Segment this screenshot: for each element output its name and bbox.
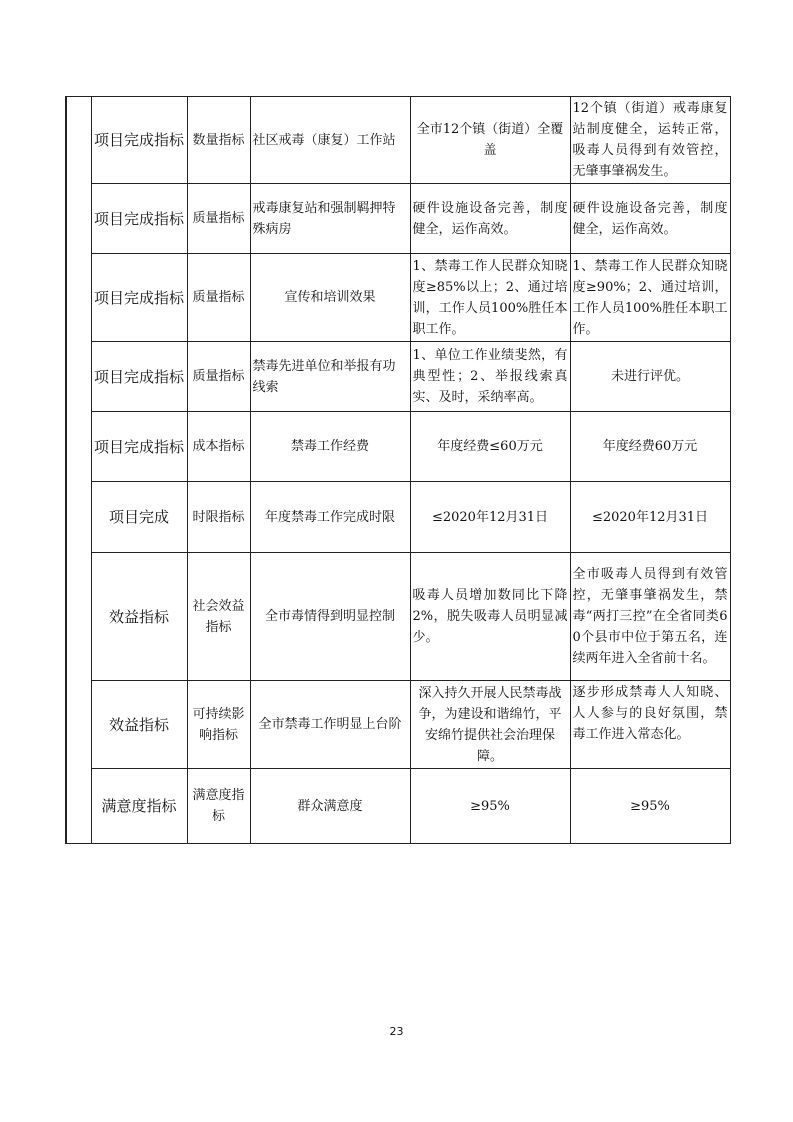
table-row bbox=[66, 681, 730, 769]
target-cell: ≤2020年12月31日 bbox=[410, 482, 570, 553]
indicator-cell: 禁毒先进单位和举报有功线索 bbox=[250, 342, 410, 412]
table-row bbox=[66, 97, 730, 184]
page-number: 23 bbox=[389, 1025, 404, 1038]
subcategory-cell: 质量指标 bbox=[187, 254, 250, 342]
table-row bbox=[66, 553, 730, 681]
indicator-table bbox=[65, 96, 731, 844]
actual-cell: 全市吸毒人员得到有效管控，无肇事肇祸发生，禁毒“两打三控”在全省同类60个县市中位于第五名，连续两年进入全省前十名。 bbox=[570, 553, 730, 681]
subcategory-cell: 时限指标 bbox=[187, 482, 250, 553]
subcategory-cell: 成本指标 bbox=[187, 412, 250, 482]
target-cell: 吸毒人员增加数同比下降2%，脱失吸毒人员明显减少。 bbox=[410, 553, 570, 681]
indicator-cell: 社区戒毒（康复）工作站 bbox=[250, 97, 410, 184]
target-cell: 年度经费≤60万元 bbox=[410, 412, 570, 482]
actual-cell: 12个镇（街道）戒毒康复站制度健全，运转正常，吸毒人员得到有效管控，无肇事肇祸发生。 bbox=[570, 97, 730, 184]
indicator-cell: 禁毒工作经费 bbox=[250, 412, 410, 482]
category-cell: 满意度指标 bbox=[91, 769, 187, 844]
category-cell: 效益指标 bbox=[91, 553, 187, 681]
category-cell: 项目完成指标 bbox=[91, 97, 187, 184]
table-row bbox=[66, 254, 730, 342]
table-row bbox=[66, 184, 730, 254]
target-cell: ≥95% bbox=[410, 769, 570, 844]
actual-cell: 1、禁毒工作人民群众知晓度≥90%；2、通过培训，工作人员100%胜任本职工作。 bbox=[570, 254, 730, 342]
category-cell: 项目完成指标 bbox=[91, 254, 187, 342]
indicator-cell: 宣传和培训效果 bbox=[250, 254, 410, 342]
actual-cell: 逐步形成禁毒人人知晓、人人参与的良好氛围，禁毒工作进入常态化。 bbox=[570, 681, 730, 769]
category-cell: 项目完成指标 bbox=[91, 184, 187, 254]
actual-cell: 年度经费60万元 bbox=[570, 412, 730, 482]
table-row bbox=[66, 482, 730, 553]
subcategory-cell: 数量指标 bbox=[187, 97, 250, 184]
target-cell: 全市12个镇（街道）全覆盖 bbox=[410, 97, 570, 184]
subcategory-cell: 可持续影响指标 bbox=[187, 681, 250, 769]
target-cell: 1、禁毒工作人民群众知晓度≥85%以上；2、通过培训，工作人员100%胜任本职工作。 bbox=[410, 254, 570, 342]
category-cell: 项目完成指标 bbox=[91, 342, 187, 412]
actual-cell: 硬件设施设备完善，制度健全，运作高效。 bbox=[570, 184, 730, 254]
left-gutter-cell bbox=[66, 97, 91, 844]
target-cell: 硬件设施设备完善，制度健全，运作高效。 bbox=[410, 184, 570, 254]
actual-cell: ≤2020年12月31日 bbox=[570, 482, 730, 553]
category-cell: 项目完成指标 bbox=[91, 412, 187, 482]
target-cell: 1、单位工作业绩斐然，有典型性；2、举报线索真实、及时，采纳率高。 bbox=[410, 342, 570, 412]
indicator-cell: 全市禁毒工作明显上台阶 bbox=[250, 681, 410, 769]
indicator-cell: 戒毒康复站和强制羁押特殊病房 bbox=[250, 184, 410, 254]
subcategory-cell: 质量指标 bbox=[187, 184, 250, 254]
target-cell: 深入持久开展人民禁毒战争，为建设和谐绵竹，平安绵竹提供社会治理保障。 bbox=[410, 681, 570, 769]
subcategory-cell: 社会效益指标 bbox=[187, 553, 250, 681]
subcategory-cell: 质量指标 bbox=[187, 342, 250, 412]
category-cell: 项目完成 bbox=[91, 482, 187, 553]
actual-cell: ≥95% bbox=[570, 769, 730, 844]
table-row bbox=[66, 769, 730, 844]
indicator-cell: 全市毒情得到明显控制 bbox=[250, 553, 410, 681]
category-cell: 效益指标 bbox=[91, 681, 187, 769]
subcategory-cell: 满意度指标 bbox=[187, 769, 250, 844]
indicator-cell: 年度禁毒工作完成时限 bbox=[250, 482, 410, 553]
actual-cell: 未进行评优。 bbox=[570, 342, 730, 412]
table-row bbox=[66, 412, 730, 482]
indicator-cell: 群众满意度 bbox=[250, 769, 410, 844]
table-row bbox=[66, 342, 730, 412]
